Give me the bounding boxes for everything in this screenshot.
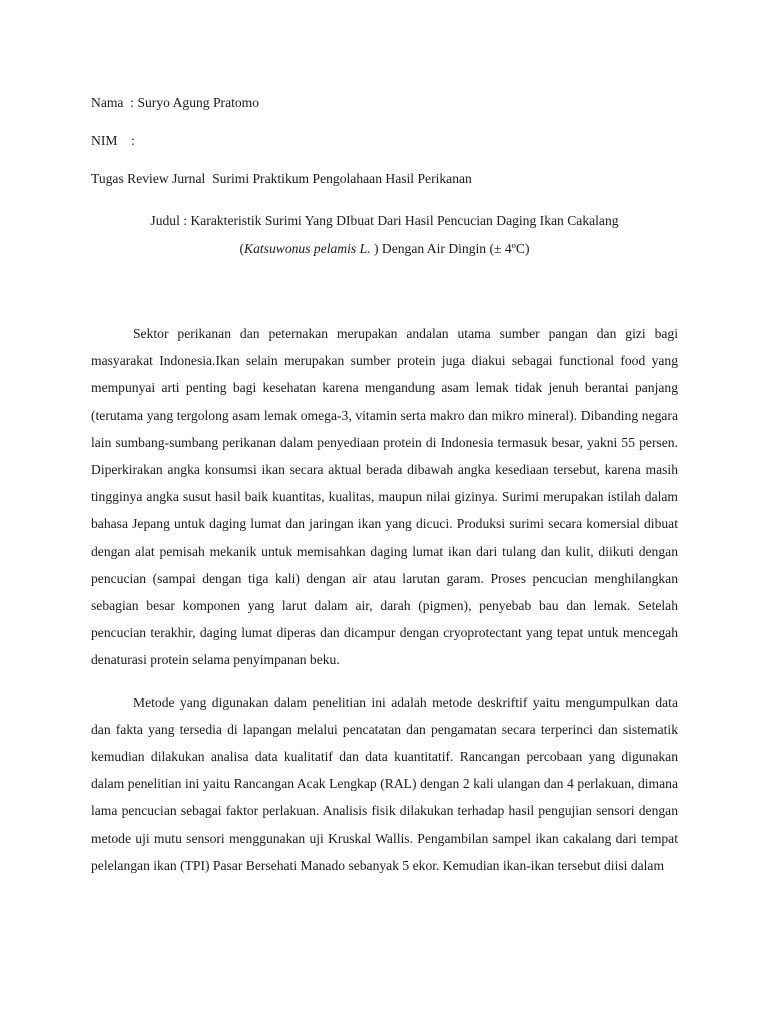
title-line-2-rest: ) Dengan Air Dingin (± 4ºC) xyxy=(370,241,530,256)
title-line-1: Judul : Karakteristik Surimi Yang DIbuat Dari Hasil Pencucian Daging Ikan Cakalang xyxy=(150,213,619,228)
nim-label: NIM xyxy=(91,133,118,148)
assignment-title: Tugas Review Jurnal Surimi Praktikum Pengolahaan Hasil Perikanan xyxy=(91,171,472,186)
nama-value: Suryo Agung Pratomo xyxy=(137,95,260,110)
nama-label: Nama xyxy=(91,95,124,110)
paragraph-2: Metode yang digunakan dalam penelitian ini adalah metode deskriftif yaitu mengumpulkan data dan fakta yang tersedia di lapangan melalui pencatatan dan pengamatan secara terperinci dan sistematik kemudian dilakukan analisa data kualitatif dan data kuantitatif. Rancangan percobaan yang digunakan dalam penelitian ini yaitu Rancangan Acak Lengkap (RAL) dengan 2 kali ulangan dan 4 perlakuan, dimana lama pencucian sebagai faktor perlakuan. Analisis fisik dilakukan terhadap hasil pengujian sensori dengan metode uji mutu sensori menggunakan uji Kruskal Wallis. Pengambilan sampel ikan cakalang dari tempat pelelangan ikan (TPI) Pasar Bersehati Manado sebanyak 5 ekor. Kemudian ikan-ikan tersebut diisi dalam xyxy=(91,694,678,873)
nim-line: NIM : xyxy=(91,133,139,148)
species-name: Katsuwonus pelamis L. xyxy=(244,241,371,256)
title-line-2: (Katsuwonus pelamis L. ) Dengan Air Dingin (± 4ºC) xyxy=(239,241,530,256)
nama-line: Nama : Suryo Agung Pratomo xyxy=(91,95,260,110)
journal-title xyxy=(91,207,678,263)
document-content xyxy=(91,93,678,879)
paragraph-1: Sektor perikanan dan peternakan merupakan andalan utama sumber pangan dan gizi bagi masyarakat Indonesia.Ikan selain merupakan sumber protein juga diakui sebagai functional food yang mempunyai arti penting bagi kesehatan karena mengandung asam lemak tidak jenuh berantai panjang (terutama yang tergolong asam lemak omega-3, vitamin serta makro dan mikro mineral). Dibanding negara lain sumbang-sumbang perikanan dalam penyediaan protein di Indonesia termasuk besar, yakni 55 persen. Diperkirakan angka konsumsi ikan secara aktual berada dibawah angka kesediaan tersebut, karena masih tingginya angka susut hasil baik kuantitas, kualitas, maupun nilai gizinya. Surimi merupakan istilah dalam bahasa Jepang untuk daging lumat dan jaringan ikan yang dicuci. Produksi surimi secara komersial dibuat dengan alat pemisah mekanik untuk memisahkan daging lumat ikan dari tulang dan kulit, diikuti dengan pencucian (sampai dengan tiga kali) dengan air atau larutan garam. Proses pencucian menghilangkan sebagian besar komponen yang larut dalam air, darah (pigmen), penyebab bau dan lemak. Setelah pencucian terakhir, daging lumat diperas dan dicampur dengan cryoprotectant yang tepat untuk mencegah denaturasi protein selama penyimpanan beku. xyxy=(91,326,678,668)
